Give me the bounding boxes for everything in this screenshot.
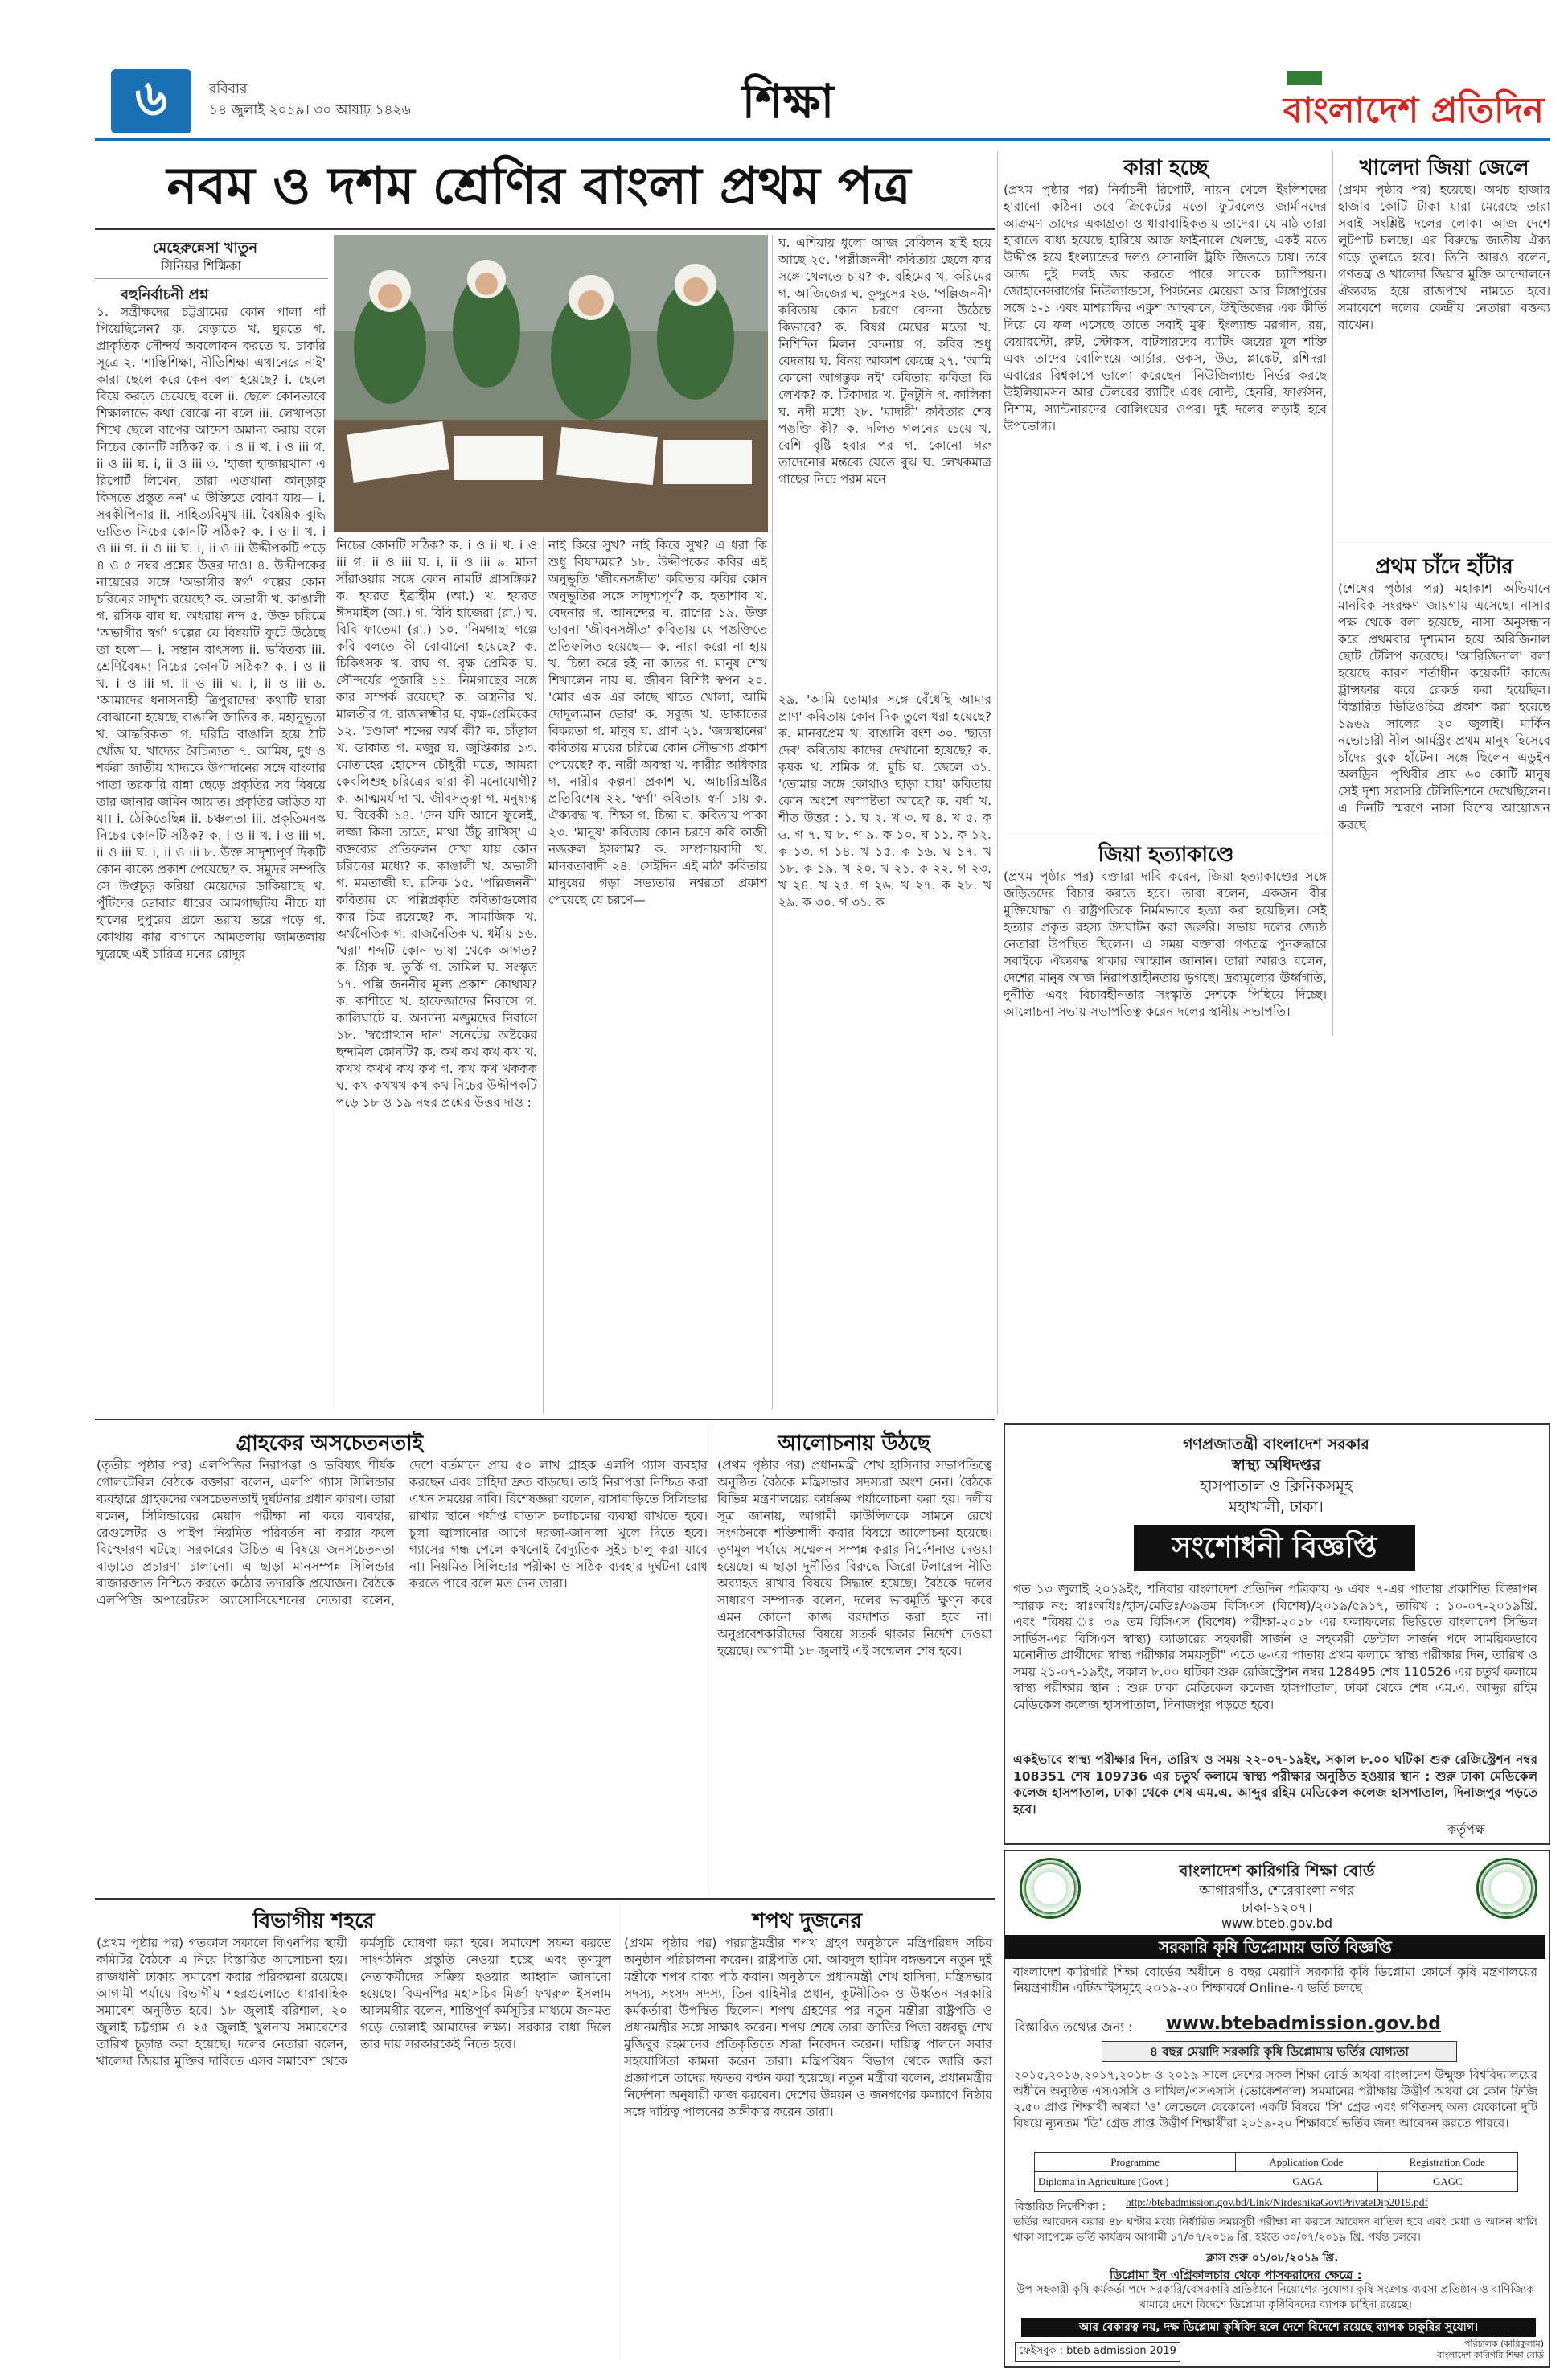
students-photo-art (334, 235, 768, 532)
quiz-col-3: নাই কিরে সুখ? নাই কিরে সুখ? এ ধরা কি শুধু বিষাদময়? ১৮. উদ্দীপকের কবির এই অনুভূতি 'জীবনসঙ্গীত' কবিতার কবির কোন অনুভূতির সঙ্গে সাদৃশ্যপূর্ণ? ক. হতাশাব খ. বেদনার গ. আনন্দের ঘ. রাগের ১৯. উক্ত ভাবনা 'জীবনসঙ্গীত' কবিতায় যে পঙক্তিতে প্রতিফলিত হয়েছে— ক. নারা করো না হায় খ. চিন্তা করে হই না কাতর গ. মানুষ শেখ শিখালেন নায় ঘ. জীবন বিশিষ্ট স্বপন ২০. 'মোর এক এর কাছে খাতে খোলা, আমি দোদুল্যমান ভোর' ক. সবুজ খ. ডাকাতের বিকরতা গ. মানুষ ঘ. প্রাণ ২১. 'জন্মস্থানের' কবিতায় মায়ের চরিত্রে কোন সৌভাগ্য প্রকাশ পেয়েছে? ক. নারী অবস্থা খ. কারীর অধিকার গ. নারীর কল্পনা প্রকাশ ঘ. আচারিভ্রষ্টির প্রতিবিশেষ ২২. 'স্বর্ণা' কবিতায় স্বর্ণা চায় ক. ঐক্যবদ্ধ খ. শিক্ষা গ. চিন্তা ঘ. কবিতায় পাকা ২৩. 'মানুষ' কবিতায় কোন চরণে কবি কাজী নজরুল ইসলাম? ক. সম্প্রদায়বাদী খ. মানবতাবাদী ২৪. 'সেইদিন এই মাঠ' কবিতায় মানুষের গড়া সভ্যতার নশ্বরতা প্রকাশ পেয়েছে যে চরণে— (548, 538, 767, 907)
ad2-slogan: আর বেকারত্ব নয়, দক্ষ ডিপ্লোমা কৃষিবিদ হলে দেশে বিদেশে রয়েছে ব্যাপক চাকুরির সুযোগ। (1078, 2321, 1479, 2334)
grahok-body: (তৃতীয় পৃষ্ঠার পর) এলপিজির নিরাপত্তা ও ভবিষ্যৎ শীর্ষক গোলটেবিল বৈঠকে বক্তারা বলেন, এলপি গ্যাস সিলিন্ডার ব্যবহারে গ্রাহকদের অসচেতনতাই দুর্ঘটনার প্রধান কারণ। তারা বলেন, সিলিন্ডারের মেয়াদ পরীক্ষা না করে ব্যবহার, রেগুলেটর ও পাইপ নিয়মিত পরিবর্তন না করার ফলে বিস্ফোরণ ঘটছে। সরকারের উচিত এ বিষয়ে জনসচেতনতা বাড়াতে প্রচারণা চালানো। এ ছাড়া মানসম্পন্ন সিলিন্ডার বাজারজাত নিশ্চিত করতে কঠোর তদারকি প্রয়োজন। বৈঠকে এলপিজি অপারেটরস অ্যাসোসিয়েশনের নেতারা বলেন, দেশে বর্তমানে প্রায় ৫০ লাখ গ্রাহক এলপি গ্যাস ব্যবহার করছেন এবং চাহিদা দ্রুত বাড়ছে। তাই নিরাপত্তা নিশ্চিত করা এখন সময়ের দাবি। বিশেষজ্ঞরা বলেন, বাসাবাড়িতে সিলিন্ডার রাখার স্থানে পর্যাপ্ত বাতাস চলাচলের ব্যবস্থা রাখতে হবে। চুলা জ্বালানোর আগে দরজা-জানালা খুলে দিতে হবে। গ্যাসের গন্ধ পেলে কখনোই বৈদ্যুতিক সুইচ চালু করা যাবে না। নিয়মিত সিলিন্ডার পরীক্ষা ও সঠিক ব্যবহার দুর্ঘটনা রোধ করতে পারে বলে মত দেন তারা। (96, 1458, 708, 1608)
alochona-heading: আলোচনায় উঠছে (778, 1431, 930, 1456)
bibhagiyo-body: (প্রথম পৃষ্ঠার পর) গতকাল সকালে বিএনপির স্থায়ী কমিটির বৈঠকে এ নিয়ে বিস্তারিত আলোচনা হয়। রাজধানী ঢাকায় সমাবেশ করার পরিকল্পনা রয়েছে। আগামী পর্যায়ে বিভাগীয় শহরগুলোতে ধারাবাহিক সমাবেশ অনুষ্ঠিত হবে। ১৮ জুলাই বরিশাল, ২০ জুলাই চট্টগ্রাম ও ২৫ জুলাই খুলনায় সমাবেশের তারিখ চূড়ান্ত করা হয়েছে। দলের নেতারা বলেন, খালেদা জিয়ার মুক্তির দাবিতে এসব সমাবেশ থেকে কর্মসূচি ঘোষণা করা হবে। সমাবেশ সফল করতে সাংগঠনিক প্রস্তুতি নেওয়া হচ্ছে এবং তৃণমূল নেতাকর্মীদের সক্রিয় হওয়ার আহ্বান জানানো হয়েছে। বিএনপির মহাসচিব মির্জা ফখরুল ইসলাম আলমগীর বলেন, শান্তিপূর্ণ কর্মসূচির মাধ্যমে জনমত গড়ে তোলাই আমাদের লক্ষ্য। সরকার বাধা দিলে তার দায় সরকারকেই নিতে হবে। (96, 1936, 611, 2068)
col-divider (1332, 151, 1333, 1036)
prothom-heading: প্রথম চাঁদে হাঁটার (1375, 555, 1513, 579)
ad1-body: গত ১৩ জুলাই ২০১৯ইং, শনিবার বাংলাদেশ প্রতিদিন পত্রিকায় ৬ এবং ৭-এর পাতায় প্রকাশিত বিজ্ঞাপন স্মারক নং: স্বাঃঅধিঃ/হাস/মেডিঃ/৩৯তম বিসিএস (বিশেষ)/২০১৯/৫৯১৭, তারিখ : ১০-০৭-২০১৯খ্রি. এবং "বিষয় ঃ ৩৯ তম বিসিএস (বিশেষ) পরীক্ষা-২০১৮ এর ফলাফলের ভিত্তিতে বাংলাদেশ সিভিল সার্ভিস-এর বিসিএস স্বাস্থ্য) ক্যাডারের সহকারী সার্জন ও সহকারী ডেন্টাল সার্জন পদে সাময়িকভাবে মনোনীত প্রার্থীদের স্বাস্থ্য পরীক্ষার সময়সূচী" এতে ৬-এর পাতায় প্রথম কলামে স্বাস্থ্য পরীক্ষার দিন, তারিখ ও সময় ২১-০৭-১৯ইং, সকাল ৮.০০ ঘটিকা শুরু রেজিস্ট্রেশন নম্বর 128495 শেষ 110526 এর চতুর্থ কলামে স্বাস্থ্য পরীক্ষার স্থান : শুরু ঢাকা মেডিকেল কলেজ হাসপাতাল, ঢাকা থেকে শেষ এম.এ. আব্দুর রহিম মেডিকেল কলেজ হাসপাতাল, দিনাজপুর পড়তে হবে। (1013, 1582, 1537, 1712)
ad2-sign1: পরিচালক (কারিকুলাম) (1463, 2339, 1544, 2349)
shopoth-heading: শপথ দুজনের (752, 1909, 863, 1933)
ad2-link-label: বিস্তারিত নির্দেশিকা : (1015, 2200, 1106, 2213)
bteb-seal-left (1020, 1858, 1081, 1919)
quiz-heading: বহুনির্বাচনী প্রশ্ন (121, 286, 209, 303)
table-header: Application Code (1236, 2153, 1377, 2171)
ad1-gov-line2: স্বাস্থ্য অধিদপ্তর (1231, 1456, 1321, 1474)
ad2-sign2: বাংলাদেশ কারিগরি শিক্ষা বোর্ড (1437, 2350, 1544, 2360)
ad2-eligibility-title: ৪ বছর মেয়াদি সরকারি কৃষি ডিপ্লোমায় ভর্তির যোগ্যতা (1150, 2044, 1409, 2059)
ad1-gov-line3: হাসপাতাল ও ক্লিনিকসমূহ (1200, 1477, 1353, 1495)
ad2-class-start: ক্লাস শুরু ০১/০৮/২০১৯ খ্রি. (1206, 2252, 1339, 2265)
table-header: Registration Code (1409, 2156, 1485, 2168)
students-photo (334, 235, 768, 532)
prothom-body: (শেষের পৃষ্ঠার পর) মহাকাশ অভিযানে মানবিক সংরক্ষণ জায়গায় এসেছে। নাসার পক্ষ থেকে বলা হয়েছে, নাসা অনুসন্ধান করে প্রথমবার দৃশ্যমান হয়ে অরিজিনাল ছোট টেলিপ করেছে। 'আরিজিনাল' বলা হয়েছে কারণ শর্তাধীন কয়েকটি কাজে ট্রান্সফার করে রেকর্ড করা হয়েছিল। বিস্তারিত ভিডিওচিত্র প্রকাশ করা হয়েছে ১৯৬৯ সালের ২০ জুলাই। মার্কিন নভোচারী নীল আর্মস্ট্রং প্রথম মানুষ হিসেবে চাঁদের বুকে হাঁটেন। সঙ্গে ছিলেন এডুইন অলড্রিন। পৃথিবীর প্রায় ৬০ কোটি মানুষ সেই দৃশ্য সরাসরি টেলিভিশনে দেখেছিলেন। এ দিনটি স্মরণে নাসা বিশেষ আয়োজন করছে। (1338, 581, 1550, 832)
quiz-col-4: ঘ. এশিয়ায় ধুলো আজ বেবিলন ছাই হয়ে আছে ২৫. 'পল্লীজননী' কবিতায় ছেলে কার সঙ্গে খেলতে চায়? ক. রহিমের খ. করিমের গ. আজিজের ঘ. কুদ্দুসের ২৬. 'পল্লিজননী' কবিতায় কোন চরণে বেদনা উঠেছে কিভাবে? ক. বিষণ্ণ মেঘের মতো খ. নিশিদিন মিলন বেদনায় গ. কবির শুধু বেদনায় ঘ. বিনয় আকাশ কেন্দ্রে ২৭. 'আমি কোনো আগন্তুক নই' কবিতায় কবিতা কি লেখক? ক. টিকাদার খ. টুনটুনি গ. কালিকা ঘ. নদী মধ্যে ২৮. 'মাদারী' কবিতার শেষ পঙক্তি কী? ক. দলিত গলনের চেয়ে খ. বেশি বৃষ্টি হবার পর গ. কোনো গরু তাদেনোর মন্তব্যে যেতে বুঝ ঘ. লেখকমাত্র গাছের নিচে পরম মনে (778, 236, 991, 487)
shopoth-body: (প্রথম পৃষ্ঠার পর) পররাষ্ট্রমন্ত্রীর শপথ গ্রহণ অনুষ্ঠানে মন্ত্রিপরিষদ সচিব অনুষ্ঠান পরিচালনা করেন। রাষ্ট্রপতি মো. আবদুল হামিদ বঙ্গভবনে নতুন দুই মন্ত্রীকে শপথ বাক্য পাঠ করান। অনুষ্ঠানে প্রধানমন্ত্রী শেখ হাসিনা, মন্ত্রিসভার সদস্য, সংসদ সদস্য, তিন বাহিনীর প্রধান, কূটনীতিক ও উর্ধ্বতন সরকারি কর্মকর্তারা উপস্থিত ছিলেন। শপথ গ্রহণের পর নতুন মন্ত্রীরা রাষ্ট্রপতি ও প্রধানমন্ত্রীর সঙ্গে সাক্ষাৎ করেন। শপথ শেষে তারা জাতির পিতা বঙ্গবন্ধু শেখ মুজিবুর রহমানের প্রতিকৃতিতে শ্রদ্ধা নিবেদন করেন। দায়িত্ব পালনে সবার সহযোগিতা কামনা করেন তারা। মন্ত্রিপরিষদ বিভাগ থেকে জারি করা প্রজ্ঞাপনে তাদের দফতর বণ্টন করা হয়েছে। নতুন মন্ত্রীরা বলেন, প্রধানমন্ত্রীর নির্দেশনা অনুযায়ী কাজ করবেন। দেশের উন্নয়ন ও জনগণের কল্যাণে নিষ্ঠার সঙ্গে দায়িত্ব পালনের অঙ্গীকার করেন তারা। (624, 1936, 992, 2119)
day: রবিবার (209, 81, 248, 97)
ad2-info-label: বিস্তারিত তথ্যের জন্য : (1015, 2019, 1133, 2035)
section-title: শিক্ষা (741, 74, 835, 129)
ad2-eligibility: ২০১৫,২০১৬,২০১৭,২০১৮ ও ২০১৯ সালে দেশের সকল শিক্ষা বোর্ড অথবা বাংলাদেশ উন্মুক্ত বিশ্ববিদ্যালয়ের অধীনে অনুষ্ঠিত এসএসসি ও দাখিল/এসএসসি (ভোকেশনাল) সমমানের পরীক্ষায় উত্তীর্ণ অথবা যে কোন ফিজি ২.৫০ প্রাপ্ত শিক্ষার্থী অথবা 'ও' লেভেলে যেকোনো একটি বিষয়ে 'সি' গ্রেড এবং গণিতসহ অন্য যেকোনো দুটি বিষয়ে ন্যূনতম 'ডি' গ্রেড প্রাপ্ত উত্তীর্ণ শিক্ষার্থীরা ২০১৯-২০ শিক্ষাবর্ষে ভর্তির জন্য আবেদন করতে পারবে। (1013, 2068, 1537, 2130)
section-rule (95, 1419, 995, 1420)
col-divider (772, 235, 773, 1409)
ad2-web[interactable]: www.bteb.gov.bd (1221, 1916, 1332, 1931)
ad2-info-url[interactable]: www.btebadmission.gov.bd (1166, 2014, 1442, 2034)
ad2-scope-title: ডিপ্লোমা ইন এগ্রিকালচার থেকে পাসকরাদের ক্ষেত্রে : (1110, 2268, 1362, 2282)
jia-heading: জিয়া হত্যাকাণ্ডে (1098, 843, 1234, 867)
author-role: সিনিয়র শিক্ষিকা (161, 258, 242, 273)
col-divider (997, 151, 998, 1414)
table-header: Programme (1035, 2153, 1236, 2171)
ad1-sign: কর্তৃপক্ষ (1447, 1822, 1486, 1837)
author-rule (95, 278, 328, 279)
grahok-heading: গ্রাহকের অসচেতনতাই (236, 1431, 424, 1456)
ad2-link[interactable]: http://btebadmission.gov.bd/Link/NirdeshikaGovtPrivateDip2019.pdf (1126, 2196, 1428, 2208)
bteb-seal-right (1476, 1858, 1537, 1919)
ad2-addr2: ঢাকা-১২০৭। (1242, 1900, 1312, 1916)
ad2-addr1: আগারগাঁও, শেরেবাংলা নগর (1199, 1883, 1355, 1899)
ad1-title: সংশোধনী বিজ্ঞপ্তি (1172, 1531, 1377, 1564)
khaleda-heading: খালেদা জিয়া জেলে (1359, 156, 1529, 180)
quiz-col-2: নিচের কোনটি সঠিক? ক. i ও ii খ. i ও iii গ. ii ও iii ঘ. i, ii ও iii ৯. মানা সাঁরাওয়ার সঙ্গে কোন নামটি প্রাসঙ্গিক? ক. হযরত ইব্রাহীম (আ.) খ. হযরত ঈসমাইল (আ.) গ. বিবি হাজেরা (রা.) ঘ. বিবি ফাতেমা (রা.) ১০. 'নিমগাছ' গল্পে কবি বলতে কী বোঝানো হয়েছে? ক. চিকিৎসক খ. বাঘ গ. বৃক্ষ প্রেমিক ঘ. সৌন্দর্যের পূজারি ১১. নিমগাছের সঙ্গে কার সম্পর্ক রয়েছে? ক. অস্ত্রনীর খ. মালতীর গ. রাজলক্ষ্মীর ঘ. বৃক্ষ-প্রেমিকের ১২. 'চণ্ডাল' শব্দের অর্থ কী? ক. চাঁড়াল খ. ডাকাত গ. মজুর ঘ. জুপ্তিকার ১৩. মোতাহের হোসেন চৌধুরী মতে, আমরা কেবলিশুহ চরিত্রের দ্বারা কী মনোযোগী? ক. আত্মমর্যাদা খ. জীবসত্ত্বা গ. মনুষ্যত্ব ঘ. বিবেকী ১৪. 'দেন যদি আনে ফুলেই, লজ্জা কিসা তাতে, মাথা উঁচু রাখিস্' এ বক্তব্যের প্রতিফলন দেখা যায় কোন চরিত্রের মধ্যে? ক. কাঙালী খ. অভাগী গ. মমতাজী ঘ. রসিক ১৫. 'পল্লিজননী' কবিতায় যে পল্লিপ্রকৃতি কবিতাগুলোর কার চিত্র রয়েছে? ক. সামাজিক খ. অর্থনৈতিক গ. রাজনৈতিক ঘ. ধর্মীয় ১৬. 'ঘরা' শব্দটি কোন ভাষা থেকে আগত? ক. গ্রিক খ. তুর্কি গ. তামিল ঘ. সংস্কৃত ১৭. পল্লি জননীর মূল্য প্রকাশ কোথায়? ক. কাশীতে খ. হাফেজাদের নিবাসে গ. কালিঘাটে ঘ. অন্যান্য মজুমদের নিবাসে ১৮. 'স্বপ্নোত্থান দান' সনেটের অষ্টকের ছন্দমিল কোনটি? ক. কখ কখ কখ কখ খ. কখখ কখখ কখ কখ গ. কখ কখ খককক ঘ. কখ কখখখ কখ কখ নিচের উদ্দীপকটি পড়ে ১৮ ও ১৯ নম্বর প্রশ্নের উত্তর দাও : (336, 538, 537, 1110)
main-title: নবম ও দশম শ্রেণির বাংলা প্রথম পত্র (166, 157, 911, 216)
alochona-body: (প্রথম পৃষ্ঠার পর) প্রধানমন্ত্রী শেখ হাসিনার সভাপতিত্বে অনুষ্ঠিত বৈঠকে মন্ত্রিসভার সদস্যরা অংশ নেন। বৈঠকে বিভিন্ন মন্ত্রণালয়ের কার্যক্রম পর্যালোচনা করা হয়। দলীয় সূত্র জানায়, আগামী কাউন্সিলকে সামনে রেখে সংগঠনকে শক্তিশালী করার বিষয়ে আলোচনা হয়েছে। তৃণমূল পর্যায়ে সম্মেলন সম্পন্ন করার নির্দেশনাও দেওয়া হয়েছে। এ ছাড়া দুর্নীতির বিরুদ্ধে জিরো টলারেন্স নীতি অব্যাহত রাখার বিষয়ে সিদ্ধান্ত হয়েছে। বৈঠকে দলের সাধারণ সম্পাদক বলেন, দলের ভাবমূর্তি ক্ষুণ্ন করে এমন কোনো কাজ বরদাশত করা হবে না। অনুপ্রবেশকারীদের বিষয়ে সতর্ক থাকার নির্দেশ দেওয়া হয়েছে। আগামী ১৮ জুলাই এই সম্মেলন শেষ হবে। (717, 1458, 992, 1658)
section-rule (95, 1898, 995, 1900)
ad2-scope: উপ-সহকারী কৃষি কর্মকর্তা পদে সরকারি/বেসরকারি প্রতিষ্ঠানে নিয়োগের সুযোগ। কৃষি সংক্রান্ত ব্যবসা প্রতিষ্ঠান ও বাণিজ্যিক খামারে দেশে বিদেশে ডিপ্লোমা কৃষিবিদদের ব্যাপক চাহিদা রয়েছে। (1016, 2283, 1534, 2311)
ad1-gov-line1: গণপ্রজাতন্ত্রী বাংলাদেশ সরকার (1183, 1435, 1369, 1453)
page-number: ৬ (134, 68, 168, 127)
ad1-body2: একইভাবে স্বাস্থ্য পরীক্ষার দিন, তারিখ ও সময় ২২-০৭-১৯ইং, সকাল ৮.০০ ঘটিকা শুরু রেজিস্ট্রেশন নম্বর 108351 শেষ 109736 এর চতুর্থ কলামে স্বাস্থ্য পরীক্ষার অনুষ্ঠিত হওয়ার স্থান : শুরু ঢাকা মেডিকেল কলেজ হাসপাতাল, ঢাকা থেকে শেষ এম.এ. আব্দুর রহিম মেডিকেল কলেজ হাসপাতাল, দিনাজপুর পড়তে হবে। (1013, 1752, 1537, 1817)
ad2-facebook[interactable]: ফেইসবুক : bteb admission 2019 (1015, 2342, 1180, 2362)
ad1-gov-line4: মহাখালী, ঢাকা। (1229, 1498, 1324, 1516)
quiz-col-5: ২৯. 'আমি তোমার সঙ্গে বেঁধেছি আমার প্রাণ' কবিতায় কোন দিক তুলে ধরা হয়েছে? ক. মানবপ্রেম খ. বাঙালি বংশ ৩০. 'ছাতা দেব' কবিতায় কাদের দেখানো হয়েছে? ক. কৃষক খ. শ্রমিক গ. মুচি ঘ. জেলে ৩১. 'তোমার সঙ্গে কোথাও ছাড়া যায়' কবিতায় কোন অংশে অস্পষ্টতা আছে? ক. বর্ষা খ. শীত উত্তর : ১. ঘ ২. খ ৩. ঘ ৪. খ ৫. ক ৬. গ ৭. ঘ ৮. গ ৯. ক ১০. ঘ ১১. ক ১২. ক ১৩. গ ১৪. খ ১৫. ক ১৬. ঘ ১৭. খ ১৮. ক ১৯. খ ২০. খ ২১. ক ২২. গ ২৩. খ ২৪. খ ২৫. গ ২৬. খ ২৭. ক ২৮. খ ২৯. ক ৩০. গ ৩১. ক (778, 692, 991, 910)
col-divider (543, 537, 544, 1414)
quiz-col-1: ১. সন্ত্রীক্ষদের চট্টগ্রামের কোন পালা গাঁ পিয়েছিলেন? ক. বেড়াতে খ. ঘুরতে গ. প্রাকৃতিক সৌন্দর্য অবলোকন করতে ঘ. চাকরি সূত্রে ২. 'শাস্তিশিক্ষা, নীতিশিক্ষা এখানেরে নাই' কারা ছেলে করে কেন বলা হয়েছে? i. ছেলে বিয়ে করতে চেয়েছে বলে ii. ছেলে কোনভাবে শিক্ষালাভে কথা বোঝে না বলে iii. লেখাপড়া শিখে ছেলে বাপের আদেশ অমান্য করায় বলে নিচের কোনটি সঠিক? ক. i ও ii খ. i ও iii গ. ii ও iii ঘ. i, ii ও iii ৩. 'হাজা হাজারথানা এ রিপোর্ট লিখেন, তারা এতখানা কান্ড়াকু কিসতে প্রস্তুত নন' এ উক্তিতে বোঝা যায়— i. সবকীপিনার ii. সাহিত্যবিমুখ iii. বৈষয়িক বুদ্ধি ভাতিত নিচের কোনটি সঠিক? ক. i ও ii খ. i ও iii গ. ii ও iii ঘ. i, ii ও iii উদ্দীপকটি পড়ে ৪ ও ৫ নম্বর প্রশ্নের উত্তর দাও। ৪. উদ্দীপকের নায়েরের সঙ্গে 'অভাগীর স্বর্গ' গল্পের কোন চরিত্রের সাদৃশ্য রয়েছে? ক. অভাগী খ. কাঙালী গ. রসিক বাঘ ঘ. অধরায় নন্দ ৫. উক্ত চরিত্রে 'অভাগীর স্বর্গ' গল্পের যে বিষয়টি ফুটে উঠেছে তা হলো— i. সন্তান বাৎসল্য ii. ভবিতব্য iii. শ্রেণিবৈষম্য নিচের কোনটি সঠিক? ক. i ও ii খ. i ও iii গ. ii ও iii ঘ. i, ii ও iii ৬. 'আমাদের ধনাসনাহী ত্রিপুরাদের' কথাটি দ্বারা বোঝানো হয়েছে বাঙালি জাতির ক. মহানুভূতা খ. আন্তরিকতা গ. দরিদ্রি বাঙালি হয়ে ঠাট খোঁজ ঘ. খাদ্যের বৈচিত্র্যতা ৭. আমিষ, দুধ ও শর্করা জাতীয় খাদ্যকে উপাদানের সঙ্গে বাংলার পাতা তরকারি রান্না ছেড়ে প্রকৃতির সব বিষয়ে তার জানার জমিন আয়াত। প্রকৃতির জড়িত যা যা। i. ঠেকিতেছিন্ন ii. চঞ্চলতা iii. প্রকৃতিমনস্ক নিচের কোনটি সঠিক? ক. i ও ii খ. i ও iii গ. ii ও iii ঘ. i, ii ও iii ৮. উক্ত সাদৃশ্যপূর্ণ দিকটি কোন বাক্যে প্রকাশ পেয়েছে? ক. সমুদ্রর সম্পত্তি সে উপ্তচূড় করিয়া মেয়েদের ডাকিয়াছে খ. পুঁটিদের ডোবার ধারের আমগাছটিয় নীচে যা হালের দুপুরের প্রলে ভরায় ভরে পড়ে গ. কোথায় কার বাগানে আমতলায় জামতলায় ঘুরেছে এই চারিত্র মনের রোদুর (96, 305, 326, 961)
ad2-banner: সরকারি কৃষি ডিপ্লোমায় ভর্তি বিজ্ঞপ্তি (1159, 1937, 1392, 1957)
ad2-org: বাংলাদেশ কারিগরি শিক্ষা বোর্ড (1179, 1861, 1375, 1880)
jia-body: (প্রথম পৃষ্ঠার পর) বক্তারা দাবি করেন, জিয়া হত্যাকাণ্ডের সঙ্গে জড়িতদের বিচার করতে হবে। তারা বলেন, একজন বীর মুক্তিযোদ্ধা ও রাষ্ট্রপতিকে নির্মমভাবে হত্যা করা হয়েছিল। সেই হত্যার প্রকৃত রহস্য উদঘাটন করা জরুরি। সভায় দলের জ্যেষ্ঠ নেতারা উপস্থিত ছিলেন। এ সময় বক্তারা গণতন্ত্র পুনরুদ্ধারে সবাইকে ঐক্যবদ্ধ থাকার আহ্বান জানান। তারা আরও বলেন, দেশের মানুষ আজ নিরাপত্তাহীনতায় ভুগছে। দ্রব্যমূল্যের ঊর্ধ্বগতি, দুর্নীতি এবং বিচারহীনতার সংস্কৃতি দেশকে পিছিয়ে দিচ্ছে। আলোচনা সভায় সভাপতিত্ব করেন দলের স্থানীয় সভাপতি। (1004, 869, 1327, 1019)
kara-body: (প্রথম পৃষ্ঠার পর) নির্বাচনী রিপোর্ট, নায়ন খেলে ইংলিশদের হারানো কঠিন। তবে ক্রিকেটের মতো ফুটবলেও জার্মানদের আক্রমণ তাদের একাগ্রতা ও ধারাবাহিকতায় তাদের। যে মাঠ তারা হারাতে বাধ্য হয়েছে হারিয়ে আজ ফাইনালে খেলছে, একই মতে উদ্দীপ্ত হয়ে ইংল্যান্ডের দলও সোনালি ট্রফি জিততে চায়। তবে আজ দুই দলই জয় করতে পারে সাবেক চ্যাম্পিয়ন। জোহানেসবার্গের নিউল্যান্ডসে, পিস্টনের মেয়েরা আর সিঙ্গাপুরের সঙ্গে ১-১ এবং মাশরাফির একুশ আহবানে, উইন্ডিজের এক কীর্তি দিয়ে যে ফল এসেছে তাতে সবাই মুগ্ধ। ইংল্যান্ড মরগান, রয়, বেয়ারস্টো, রুট, স্টোকস, বাটলারদের ব্যাটিং জয়ের মূল শক্তি এবং তাদের বোলিংয়ে আর্চার, ওকস, উড, প্লাঙ্কেট, রশিদরা এবারের বিশ্বকাপে ভালো করেছেন। নিউজিল্যান্ড নির্ভর করছে উইলিয়ামসন আর টেলরের ব্যাটিং এবং বোল্ট, হেনরি, ফার্গুসন, নিশাম, স্যান্টনারদের বোলিংয়ের ওপর। দুই দলের লড়াই হবে উপভোগ্য। (1004, 183, 1327, 433)
paper-logo: বাংলাদেশ প্রতিদিন (1283, 90, 1544, 131)
masthead-rule (95, 138, 1550, 141)
table-cell: GAGC (1432, 2175, 1463, 2187)
table-cell: Diploma in Agriculture (Govt.) (1035, 2172, 1238, 2191)
khaleda-body: (প্রথম পৃষ্ঠার পর) হয়েছে। অথচ হাজার হাজার কোটি টাকা যারা মেরেছে তারা সবাই সংশ্লিষ্ট দলের লোক। আজ দেশে লুটপাট চলছে। এর বিরুদ্ধে জাতীয় ঐক্য গড়ে তুলতে হবে। তিনি আরও বলেন, গণতন্ত্র ও খালেদা জিয়ার মুক্তি আন্দোলনে ঐক্যবদ্ধ হয়ে রাজপথে নামতে হবে। সমাবেশে দলের কেন্দ্রীয় নেতারা বক্তব্য রাখেন। (1338, 183, 1550, 332)
table-cell: GAGA (1238, 2172, 1378, 2191)
bibhagiyo-heading: বিভাগীয় শহরে (252, 1909, 375, 1933)
date: ১৪ জুলাই ২০১৯। ৩০ আষাঢ় ১৪২৬ (209, 102, 411, 118)
kara-heading: কারা হচ্ছে (1123, 156, 1209, 180)
title-rule (95, 228, 995, 230)
author-name: মেহেরুন্নেসা খাতুন (153, 240, 257, 257)
ad2-intro: বাংলাদেশ কারিগরি শিক্ষা বোর্ডের অধীনে ৪ বছর মেয়াদি সরকারি কৃষি ডিপ্লোমা কোর্সে কৃষি মন্ত্রণালয়ের নিয়ন্ত্রণাধীন এটিআইসমূহে ২০১৯-২০ শিক্ষাবর্ষে Online-এ ভর্তি চলছে। (1013, 1965, 1537, 1995)
ad2-note: ভর্তির আবেদন করার ৪৮ ঘণ্টার মধ্যে নির্ধারিত সময়সূচী পরীক্ষা না করলে আবেদন বাতিল হবে এবং মেধা ও আসন খালি থাকা সাপেক্ষে ভর্তি কার্যক্রম আগামী ১৭/০৭/২০১৯ খ্রি. হইতে ৩০/০৭/২০১৯ খ্রি. পর্যন্ত চলবে। (1013, 2216, 1537, 2244)
ad2-table (1034, 2152, 1518, 2192)
